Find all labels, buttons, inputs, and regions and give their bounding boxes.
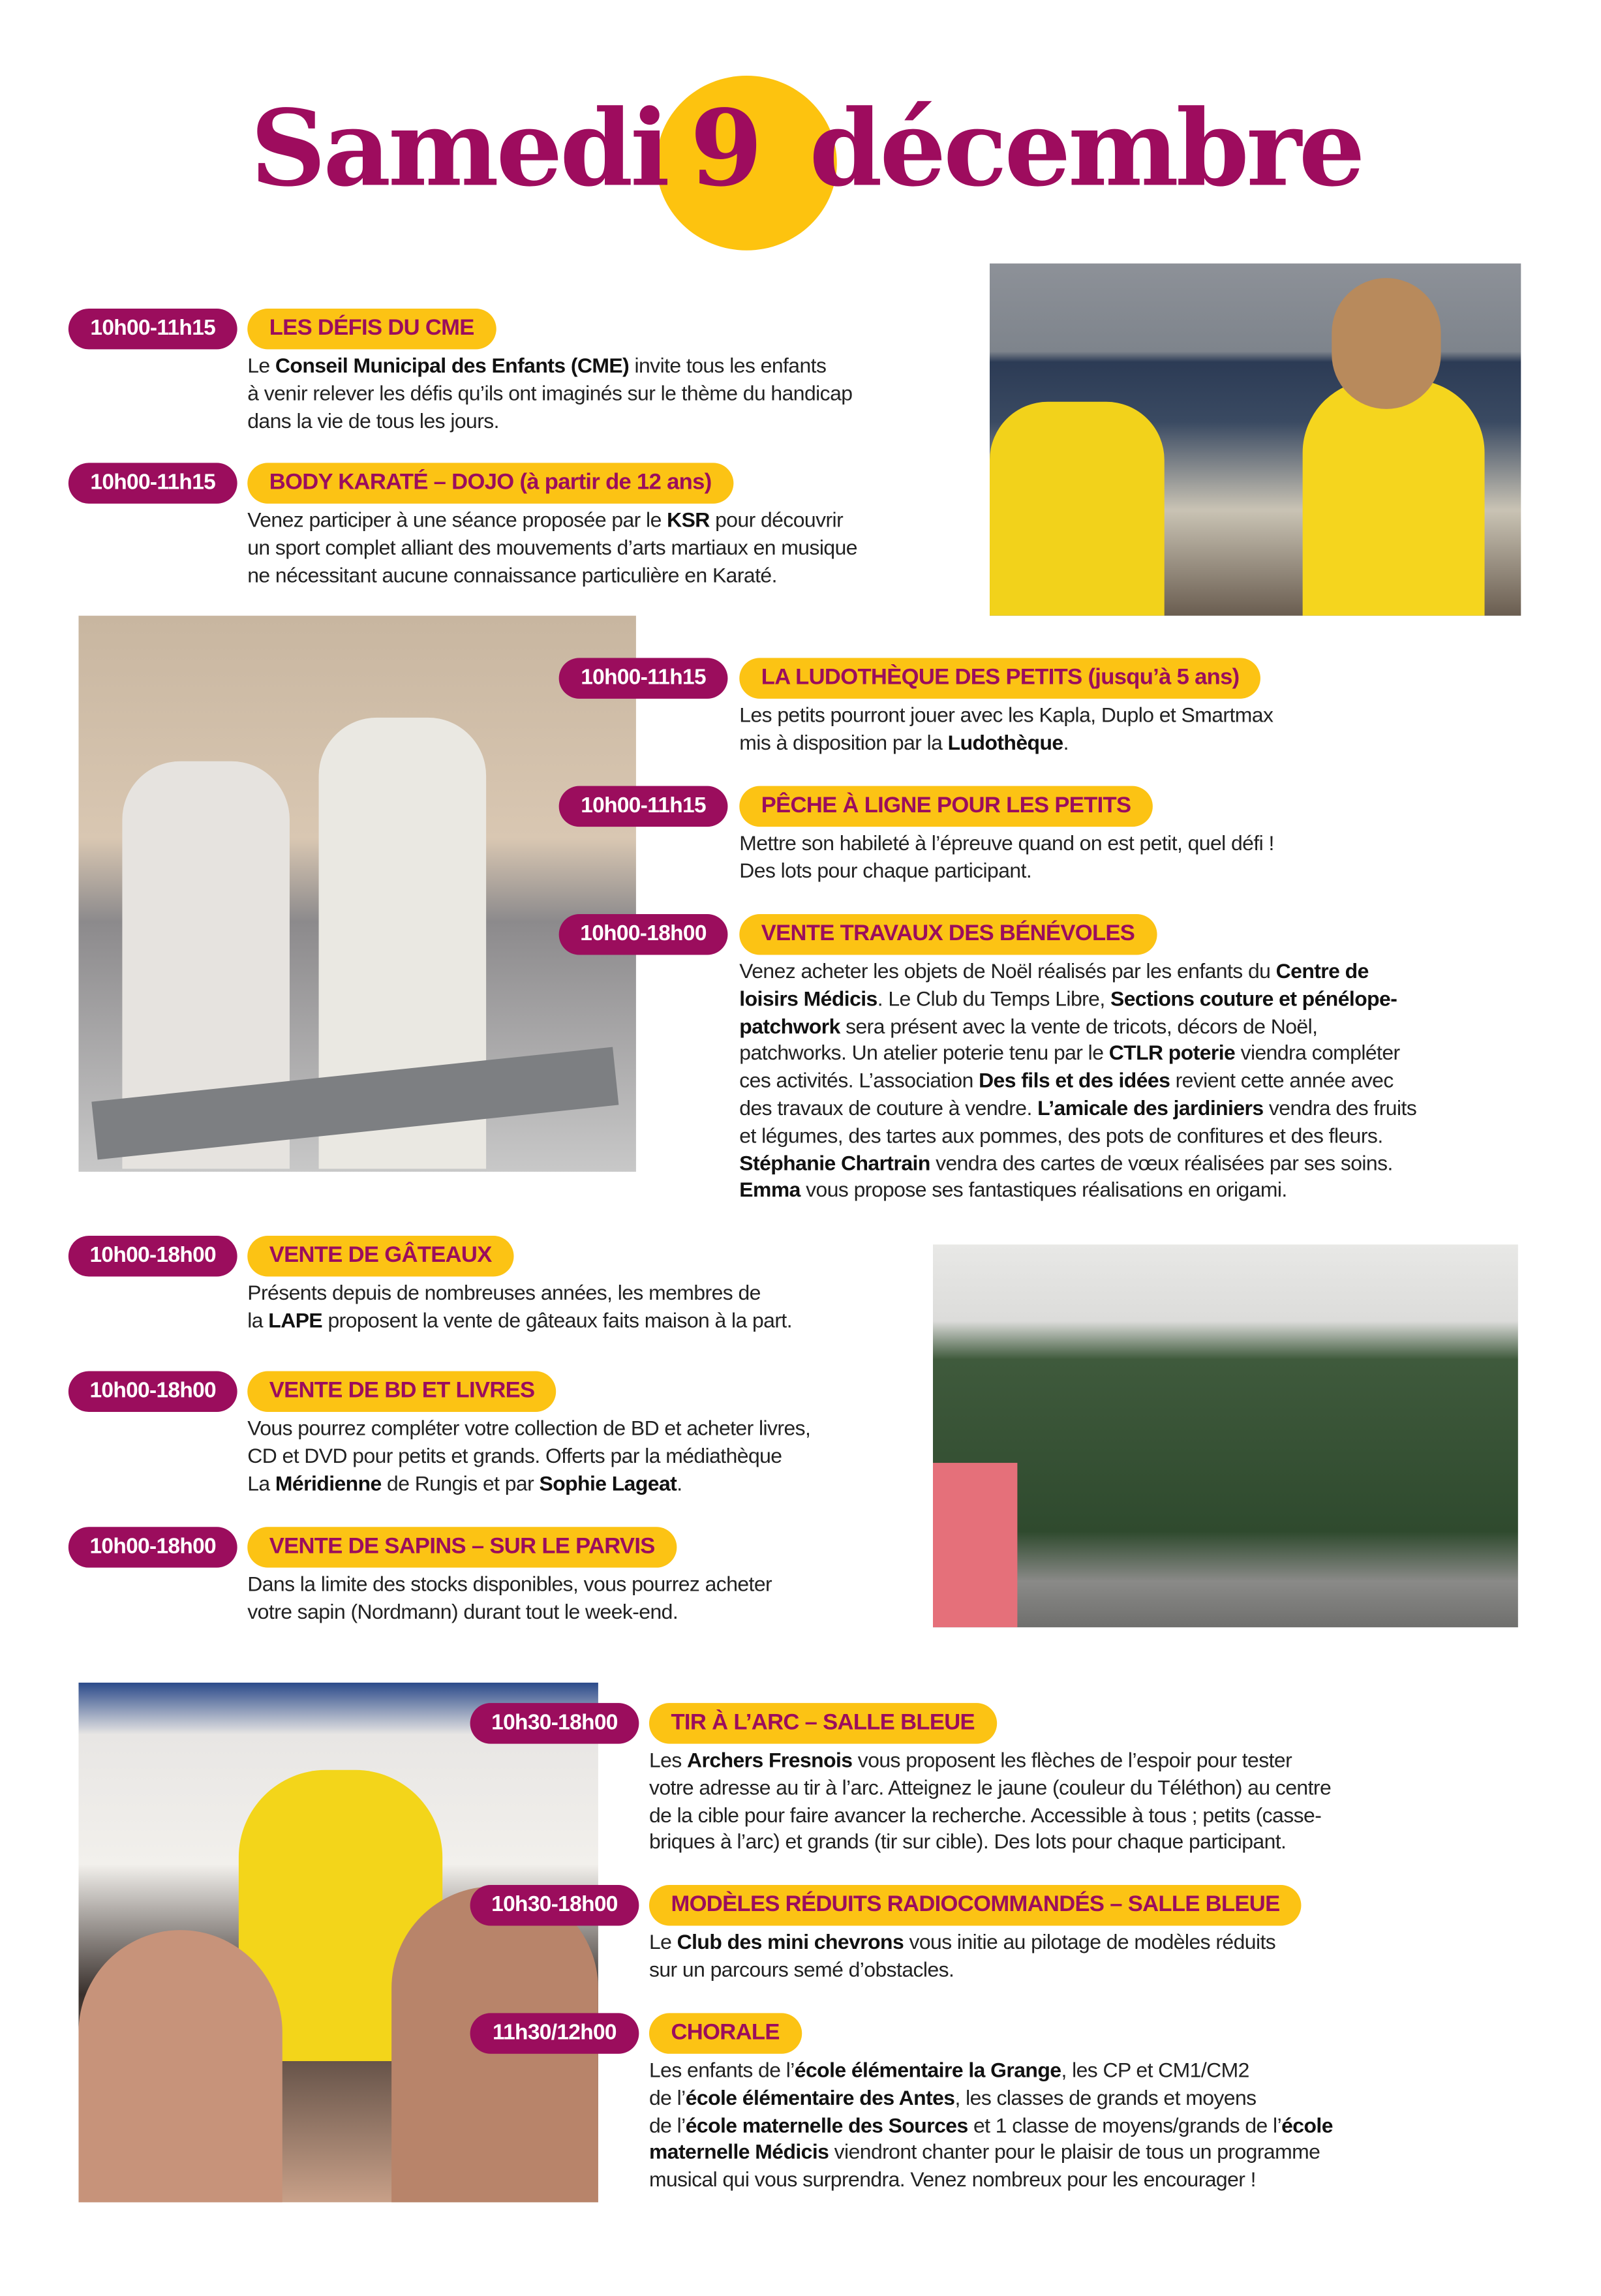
activity-description <box>247 354 852 436</box>
text: La <box>247 1472 275 1496</box>
description-line <box>739 730 1273 758</box>
text: , les CP et CM1/CM2 <box>1061 2059 1249 2083</box>
bold-text: Sophie Lageat <box>539 1472 677 1496</box>
text: mis à disposition par la <box>739 731 948 756</box>
bold-text: Conseil Municipal des Enfants (CME) <box>275 355 630 379</box>
text: revient cette année avec <box>1170 1070 1394 1094</box>
text: sur un parcours semé d’obstacles. <box>648 1959 954 1983</box>
text: la <box>247 1309 269 1334</box>
description-line <box>649 1830 1331 1858</box>
description-line <box>739 859 1274 886</box>
text: Mettre son habileté à l’épreuve quand on est petit, quel défi ! <box>739 833 1274 856</box>
text: vous initie au pilotage de modèles réduits <box>904 1931 1276 1955</box>
text: ne nécessitant aucune connaissance particulière en Karaté. <box>247 564 777 588</box>
activity-title: VENTE DE SAPINS – SUR LE PARVIS <box>247 1527 677 1567</box>
activity-title: VENTE DE BD ET LIVRES <box>247 1371 557 1412</box>
activity-description <box>739 959 1416 1205</box>
description-line <box>247 1416 810 1444</box>
text: Les petits pourront jouer avec les Kapla, Duplo et Smartmax <box>739 704 1273 728</box>
text: Dans la limite des stocks disponibles, vous pourrez acheter <box>247 1573 772 1597</box>
time-badge: 10h00-18h00 <box>69 1527 237 1567</box>
bold-text: Emma <box>739 1179 800 1203</box>
time-badge: 10h30-18h00 <box>470 1703 639 1743</box>
activity-title: VENTE TRAVAUX DES BÉNÉVOLES <box>739 914 1156 955</box>
text: . Le Club du Temps Libre, <box>877 988 1111 1012</box>
text: vendra des fruits <box>1263 1097 1417 1121</box>
bold-text: Club des mini chevrons <box>677 1931 904 1955</box>
text: à venir relever les défis qu’ils ont imaginés sur le thème du handicap <box>247 382 853 406</box>
description-line <box>247 508 857 536</box>
time-badge: 11h30/12h00 <box>470 2013 639 2053</box>
text: de l’ <box>648 2114 686 2138</box>
text: CD et DVD pour petits et grands. Offerts par la médiathèque <box>247 1445 782 1469</box>
description-line <box>739 1151 1416 1178</box>
description-line <box>247 354 852 381</box>
description-line <box>739 1069 1416 1096</box>
description-line <box>739 831 1274 859</box>
title-month: décembre <box>809 85 1363 210</box>
text: vous proposent les flèches de l’espoir pour tester <box>852 1749 1292 1773</box>
text: . <box>677 1472 682 1496</box>
activity-description <box>649 1748 1331 1858</box>
time-badge: 10h00-18h00 <box>69 1371 237 1412</box>
time-badge: 10h00-18h00 <box>559 914 728 955</box>
bold-text: Stéphanie Chartrain <box>739 1152 930 1176</box>
text: . <box>1063 731 1069 756</box>
activity-description <box>739 831 1274 886</box>
text: sera présent avec la vente de tricots, décors de Noël, <box>840 1015 1318 1039</box>
time-badge: 10h30-18h00 <box>470 1885 639 1925</box>
title-weekday: Samedi <box>250 85 667 210</box>
description-line <box>739 1124 1416 1151</box>
text: patchworks. Un atelier poterie tenu par le <box>739 1043 1109 1066</box>
text: Des lots pour chaque participant. <box>739 860 1032 883</box>
text: Présents depuis de nombreuses années, les membres de <box>247 1282 761 1306</box>
text: un sport complet alliant des mouvements d’arts martiaux en musique <box>247 536 857 560</box>
bold-text: école élémentaire la Grange <box>794 2059 1061 2083</box>
text: Vous pourrez compléter votre collection de BD et acheter livres, <box>247 1417 811 1441</box>
text: briques à l’arc) et grands (tir sur cible). Des lots pour chaque participant. <box>648 1831 1287 1856</box>
description-line <box>739 1178 1416 1206</box>
description-line <box>649 1930 1275 1957</box>
description-line <box>649 2113 1333 2140</box>
text: votre sapin (Nordmann) durant tout le week-end. <box>247 1600 679 1625</box>
text: ces activités. L’association <box>739 1070 979 1094</box>
activity-description <box>247 1281 792 1336</box>
photo-archery <box>78 616 635 1172</box>
text: votre adresse au tir à l’arc. Atteignez le jaune (couleur du Téléthon) au centre <box>648 1777 1332 1801</box>
text: Les <box>648 1749 688 1773</box>
text: proposent la vente de gâteaux faits maison à la part. <box>322 1309 793 1334</box>
text: pour découvrir <box>709 509 844 533</box>
text: de la cible pour faire avancer la recherche. Accessible à tous ; petits (casse- <box>648 1804 1322 1828</box>
time-badge: 10h00-11h15 <box>559 786 728 827</box>
description-line <box>247 1471 810 1499</box>
activity-title: VENTE DE GÂTEAUX <box>247 1236 513 1276</box>
activity-description <box>247 1416 810 1499</box>
text: de Rungis et par <box>381 1472 540 1496</box>
description-line <box>247 1572 772 1599</box>
description-line <box>649 1748 1331 1775</box>
text: , les classes de grands et moyens <box>954 2087 1257 2111</box>
bold-text: patchwork <box>739 1015 840 1039</box>
description-line <box>739 703 1273 731</box>
bold-text: école élémentaire des Antes <box>685 2087 955 2111</box>
description-line <box>247 1444 810 1471</box>
bold-text: Sections couture et pénélope- <box>1110 988 1397 1012</box>
description-line <box>739 959 1416 987</box>
text: vendra des cartes de vœux réalisées par ses soins. <box>930 1152 1393 1176</box>
description-line <box>247 1281 792 1308</box>
text: Venez participer à une séance proposée par le <box>247 509 667 533</box>
time-badge: 10h00-18h00 <box>69 1236 237 1276</box>
bold-text: Centre de <box>1275 960 1369 985</box>
description-line <box>649 2058 1333 2085</box>
activity-title: PÊCHE À LIGNE POUR LES PETITS <box>739 786 1153 827</box>
bold-text: loisirs Médicis <box>739 988 877 1012</box>
bold-text: KSR <box>667 509 710 533</box>
text: Venez acheter les objets de Noël réalisés par les enfants du <box>739 960 1276 985</box>
text: des travaux de couture à vendre. <box>739 1097 1038 1121</box>
text: invite tous les enfants <box>629 355 827 379</box>
photo-choir <box>78 1683 598 2202</box>
text: Le <box>247 355 275 379</box>
activity-title: MODÈLES RÉDUITS RADIOCOMMANDÉS – SALLE BLEUE <box>649 1885 1302 1925</box>
activity-title: LA LUDOTHÈQUE DES PETITS (jusqu’à 5 ans) <box>739 658 1261 698</box>
bold-text: Des fils et des idées <box>979 1070 1170 1094</box>
description-line <box>649 2167 1333 2195</box>
description-line <box>247 1599 772 1627</box>
activity-description <box>739 703 1273 758</box>
bold-text: LAPE <box>268 1309 323 1334</box>
text: dans la vie de tous les jours. <box>247 410 499 433</box>
description-line <box>649 2140 1333 2167</box>
description-line <box>247 381 852 408</box>
description-line <box>247 562 857 590</box>
text: musical qui vous surprendra. Venez nombreux pour les encourager ! <box>648 2169 1256 2193</box>
text: et 1 classe de moyens/grands de l’ <box>968 2114 1282 2138</box>
bold-text: Ludothèque <box>947 731 1063 756</box>
description-line <box>247 536 857 563</box>
text: et légumes, des tartes aux pommes, des pots de confitures et des fleurs. <box>739 1124 1383 1148</box>
text: viendra compléter <box>1235 1043 1400 1066</box>
bold-text: école <box>1281 2114 1333 2138</box>
time-badge: 10h00-11h15 <box>69 309 237 349</box>
activity-title: CHORALE <box>649 2013 801 2053</box>
activity-description <box>649 2058 1333 2195</box>
description-line <box>649 2085 1333 2113</box>
description-line <box>739 987 1416 1014</box>
description-line <box>649 1957 1275 1985</box>
bold-text: Archers Fresnois <box>687 1749 853 1773</box>
description-line <box>739 1096 1416 1124</box>
bold-text: école maternelle des Sources <box>685 2114 968 2138</box>
text: de l’ <box>648 2087 686 2111</box>
activity-title: TIR À L’ARC – SALLE BLEUE <box>649 1703 996 1743</box>
bold-text: Méridienne <box>275 1472 382 1496</box>
description-line <box>739 1014 1416 1041</box>
text: Le <box>648 1931 677 1955</box>
bold-text: CTLR poterie <box>1108 1043 1236 1066</box>
bold-text: maternelle Médicis <box>648 2141 829 2166</box>
activity-title: LES DÉFIS DU CME <box>247 309 496 349</box>
description-line <box>247 408 852 436</box>
activity-title: BODY KARATÉ – DOJO (à partir de 12 ans) <box>247 463 733 503</box>
bold-text: L’amicale des jardiniers <box>1037 1097 1264 1121</box>
description-line <box>649 1775 1331 1803</box>
photo-christmas-trees <box>933 1244 1518 1627</box>
text: Les enfants de l’ <box>648 2059 795 2083</box>
activity-description <box>649 1930 1275 1985</box>
text: vous propose ses fantastiques réalisations en origami. <box>800 1179 1287 1203</box>
photo-volunteers-crafts <box>990 264 1521 616</box>
description-line <box>247 1308 792 1336</box>
text: viendront chanter pour le plaisir de tous un programme <box>829 2141 1320 2166</box>
activity-description <box>247 508 857 590</box>
time-badge: 10h00-11h15 <box>69 463 237 503</box>
title-day: 9 <box>690 85 760 210</box>
description-line <box>649 1803 1331 1830</box>
time-badge: 10h00-11h15 <box>559 658 728 698</box>
activity-description <box>247 1572 772 1627</box>
description-line <box>739 1041 1416 1069</box>
